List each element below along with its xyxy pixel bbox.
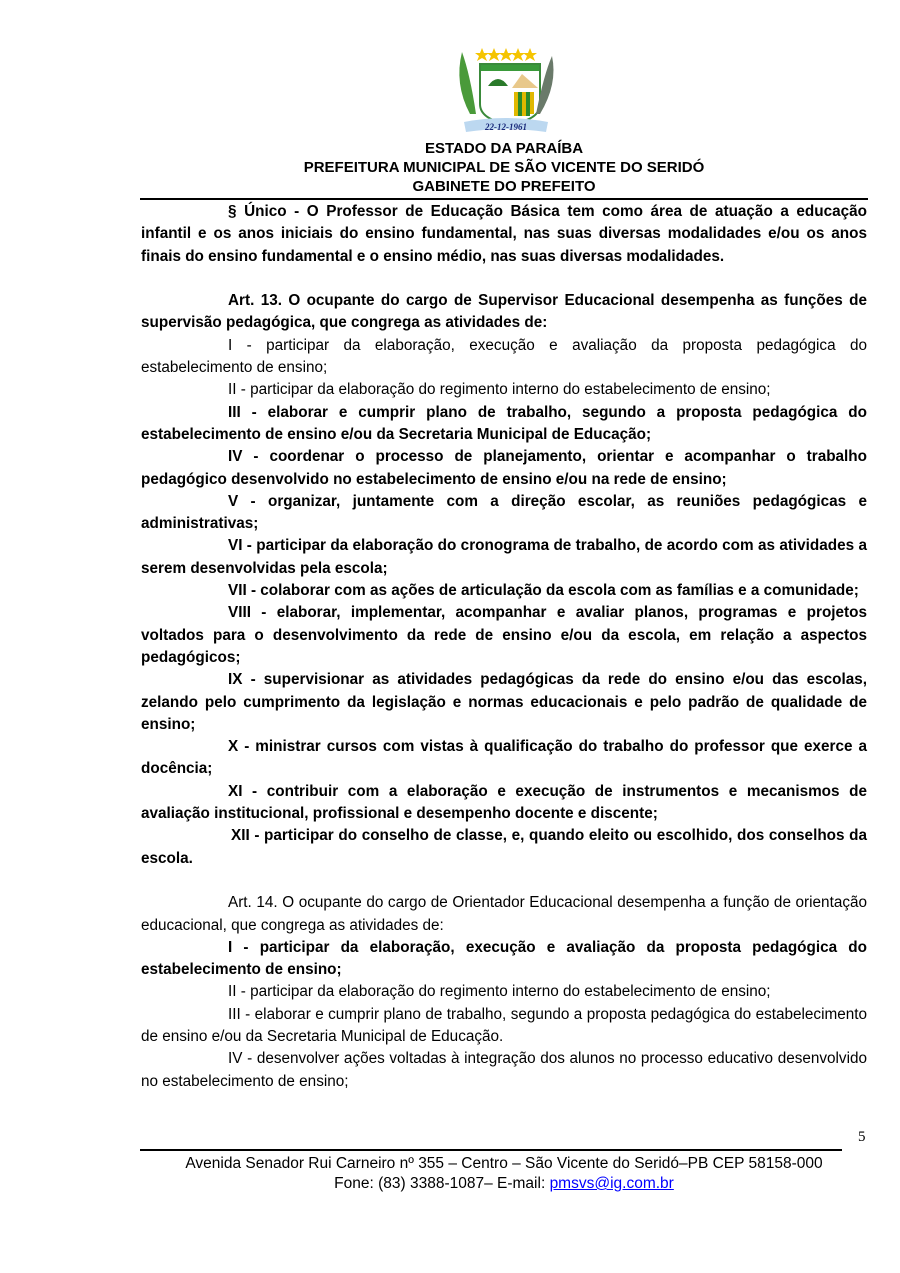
paragraph-item: VI - participar da elaboração do cronograma de trabalho, de acordo com as atividades a serem desenvolvidas pela escola; [141, 537, 867, 577]
coat-of-arms-logo [440, 44, 570, 136]
paragraph-item: V - organizar, juntamente com a direção escolar, as reuniões pedagógicas e administrativas; [141, 492, 867, 533]
paragraph-unico: § Único - O Professor de Educação Básica tem como área de atuação a educação infantil e os anos iniciais do ensino fundamental, nas suas diversas modalidades e/ou os anos finais do ensino fundamental e o ensino médio, nas suas diversas modalidades. [141, 203, 867, 265]
footer-contact [140, 1174, 868, 1194]
paragraph-item: I - participar da elaboração, execução e avaliação da proposta pedagógica do estabelecimento de ensino; [141, 336, 867, 377]
footer-phone: Fone: (83) 3388-1087– E-mail: [334, 1175, 550, 1192]
paragraph-item: IV - desenvolver ações voltadas à integração dos alunos no processo educativo desenvolvido no estabelecimento de ensino; [141, 1050, 867, 1090]
paragraph-item: IX - supervisionar as atividades pedagógicas da rede do ensino e/ou das escolas, zelando pelo cumprimento da legislação e normas educacionais e pelo padrão de qualidade de ensino; [141, 671, 867, 733]
page-number: 5 [858, 1129, 866, 1145]
paragraph-art-14: Art. 14. O ocupante do cargo de Orientador Educacional desempenha a função de orientação educacional, que congrega as atividades de: [141, 894, 867, 934]
paragraph-item: X - ministrar cursos com vistas à qualificação do trabalho do professor que exerce a docência; [141, 738, 867, 778]
header-divider [140, 198, 868, 200]
footer-divider [140, 1149, 842, 1151]
paragraph-item: IV - coordenar o processo de planejamento, orientar e acompanhar o trabalho pedagógico desenvolvido no estabelecimento de ensino e/ou na rede de ensino; [141, 448, 867, 488]
header-office: GABINETE DO PREFEITO [412, 178, 596, 195]
paragraph-item: XII - participar do conselho de classe, e, quando eleito ou escolhido, dos conselhos da escola. [141, 827, 867, 867]
paragraph-item: XI - contribuir com a elaboração e execução de instrumentos e mecanismos de avaliação institucional, profissional e desempenho docente e discente; [141, 782, 867, 823]
paragraph-item: I - participar da elaboração, execução e avaliação da proposta pedagógica do estabelecimento de ensino; [141, 938, 867, 979]
paragraph-art-13: Art. 13. O ocupante do cargo de Supervisor Educacional desempenha as funções de supervisão pedagógica, que congrega as atividades de: [141, 292, 867, 332]
paragraph-item: II - participar da elaboração do regimento interno do estabelecimento de ensino; [228, 381, 771, 399]
paragraph-item: VIII - elaborar, implementar, acompanhar e avaliar planos, programas e projetos voltados para o desenvolvimento da rede de ensino e/ou da escola, em relação a aspectos pedagógicos; [141, 604, 867, 666]
logo-date: 22-12-1961 [485, 122, 527, 132]
email-link[interactable]: pmsvs@ig.com.br [549, 1175, 674, 1192]
paragraph-item: VII - colaborar com as ações de articulação da escola com as famílias e a comunidade; [228, 582, 859, 600]
paragraph-item: II - participar da elaboração do regimento interno do estabelecimento de ensino; [228, 983, 771, 1001]
paragraph-item: III - elaborar e cumprir plano de trabalho, segundo a proposta pedagógica do estabelecimento de ensino e/ou da Secretaria Municipal de Educação. [141, 1005, 867, 1045]
paragraph-item: III - elaborar e cumprir plano de trabalho, segundo a proposta pedagógica do estabelecimento de ensino e/ou da Secretaria Municipal de Educação; [141, 403, 867, 443]
document-body [141, 201, 867, 1093]
header-municipality: PREFEITURA MUNICIPAL DE SÃO VICENTE DO SERIDÓ [303, 159, 705, 176]
footer-address: Avenida Senador Rui Carneiro nº 355 – Centro – São Vicente do Seridó–PB CEP 58158-000 [185, 1155, 823, 1172]
header-state: ESTADO DA PARAÍBA [424, 140, 584, 157]
